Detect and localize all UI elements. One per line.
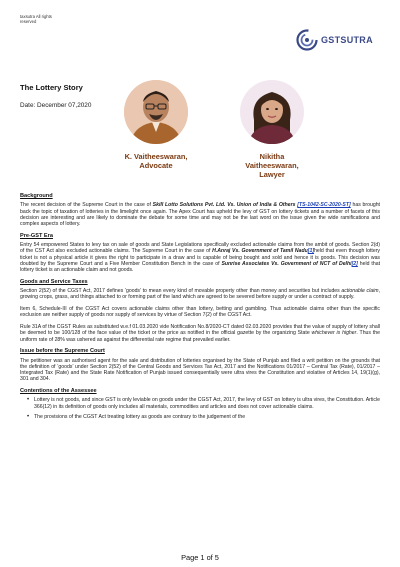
author-card-2 bbox=[222, 80, 322, 179]
text-span: held that lottery ticket is an actionable claim and not goods. bbox=[20, 260, 380, 273]
author-2-name-line2: Vaitheeswaran, bbox=[245, 161, 299, 170]
paragraph-issue: The petitioner was an authorised agent for the sale and distribution of lotteries organised by the State of Punjab and filed a writ petition on the grounds that the definition of ‘goods’ under Section 2(52) of the Central Goods and Services Tax Act, 2017 and the Notifications 01/2017 – Central Tax (Rate), 01/2017 – Integrated Tax (Rate) and the State Rate Notification of Punjab issued consequentially were ultra vires the Constitution and violative of Articles 14, 19(1)(g), 301 and 304. bbox=[20, 357, 380, 383]
author-2-name: Nikitha bbox=[259, 152, 285, 161]
text-span: held that even though lottery ticket is not a physical article it gives the right to participate in a draw and is capable of being bought and sold and hence it is goods. This decision was doubted by the Supreme Court and a Five Member Constitution Bench in the case of bbox=[20, 248, 380, 267]
case-name: Skill Lotto Solutions Pvt. Ltd. Vs. Union of India & Others bbox=[152, 202, 296, 209]
heading-issue: Issue before the Supreme Court bbox=[20, 348, 105, 355]
heading-pre-gst: Pre-GST Era bbox=[20, 232, 53, 239]
gstsutra-logo bbox=[296, 26, 373, 54]
contentions-list bbox=[20, 397, 380, 420]
article-date: Date: December 07,2020 bbox=[20, 102, 92, 109]
text-span: The recent decision of the Supreme Court in the case of bbox=[20, 202, 153, 209]
case-name: H.Anraj Vs. Government of Tamil Nadu bbox=[212, 248, 308, 255]
text-span: Section 2(52) of the CGST Act, 2017 defines ‘goods’ to mean every kind of movable property other than money and securities but includes bbox=[20, 288, 342, 294]
emphasis: whichever is higher bbox=[311, 330, 357, 337]
article-title: The Lottery Story bbox=[20, 83, 83, 92]
heading-contentions: Contentions of the Assessee bbox=[20, 388, 97, 394]
paragraph-goods-2: Item 6, Schedule-III of the CGST Act covers actionable claims other than lottery, betting and gambling. Thus actionable claims other than the specific exclusion are neither supply of goods nor supply of services by virtue of Section 7(2) of the CGST Act. bbox=[20, 306, 380, 319]
copyright-notice bbox=[20, 14, 80, 24]
list-item: • Lottery is not goods, and since GST is only leviable on goods under the CGST Act, 2017, the levy of GST on lottery is ultra vires, the Constitution. Article 366(12) in its definition of goods only includes all materials, commodities and articles and does not cover actionable claims. bbox=[28, 397, 380, 410]
list-item: • The provisions of the CGST Act treating lottery as goods are contrary to the judgement of the bbox=[28, 414, 380, 420]
heading-goods-services: Goods and Service Taxes bbox=[20, 278, 88, 285]
emphasis: actionable claim bbox=[341, 288, 379, 294]
footnote-link-2[interactable]: [2] bbox=[351, 260, 358, 267]
text-span: Entry 54 empowered States to levy tax on sale of goods and State Legislations specifically excluded actionable claims from the ambit of goods. Section 2(d) of the CST Act also excluded actionable claims. The Supreme Court in the case of bbox=[20, 242, 380, 255]
text-span: , growing crops, grass, and things attached to or forming part of the land which are agreed to be severed before supply or under a contract of supply. bbox=[20, 288, 380, 301]
copyright-line-1: taxsutra All rights bbox=[20, 14, 52, 19]
text-span: . Thus the uniform rate of 28% was ushered as against the differential rate regime that prevailed earlier. bbox=[20, 330, 380, 343]
heading-background: Background bbox=[20, 193, 53, 199]
author-1-role: Advocate bbox=[139, 161, 173, 170]
spiral-logo-icon bbox=[296, 29, 318, 51]
author-photo-male bbox=[124, 80, 188, 144]
case-name: Sunrise Associates Vs. Government of NCT of Delhi bbox=[221, 260, 352, 267]
page-number: Page 1 of 5 bbox=[181, 553, 219, 562]
author-card-1 bbox=[108, 80, 204, 170]
logo-text: GSTSUTRA bbox=[321, 35, 373, 45]
text-span: Rule 31A of the CGST Rules as substituted w.e.f 01.03.2020 vide Notification No.8/2020-CT dated 02.03.2020 provides that the value of supply of lottery shall be deemed to be 100/128 of the face value of the ticket or the price as notified in the official gazette by the organizing State bbox=[20, 324, 380, 337]
author-photo-female bbox=[240, 80, 304, 144]
author-2-role: Lawyer bbox=[259, 170, 285, 179]
paragraph-goods-1 bbox=[20, 288, 380, 301]
copyright-line-2: reserved bbox=[20, 19, 37, 24]
footnote-link-1[interactable]: [1] bbox=[307, 248, 315, 255]
paragraph-pre-gst bbox=[20, 242, 380, 273]
text-span: has brought back the topic of taxation of lotteries in the limelight once again. The Apex Court has upheld the levy of GST on lottery tickets and a number of facets of this decision are interesting and are likely to dominate the debate for some time and may not be the last word on the issue given the wide ramifications and complex aspects of lottery. bbox=[20, 202, 380, 227]
paragraph-background bbox=[20, 202, 380, 227]
citation-link[interactable]: [TS-1042-SC-2020-ST] bbox=[297, 202, 351, 209]
article-body bbox=[20, 193, 380, 425]
paragraph-goods-3 bbox=[20, 324, 380, 343]
author-1-name: K. Vaitheeswaran, bbox=[124, 152, 188, 161]
